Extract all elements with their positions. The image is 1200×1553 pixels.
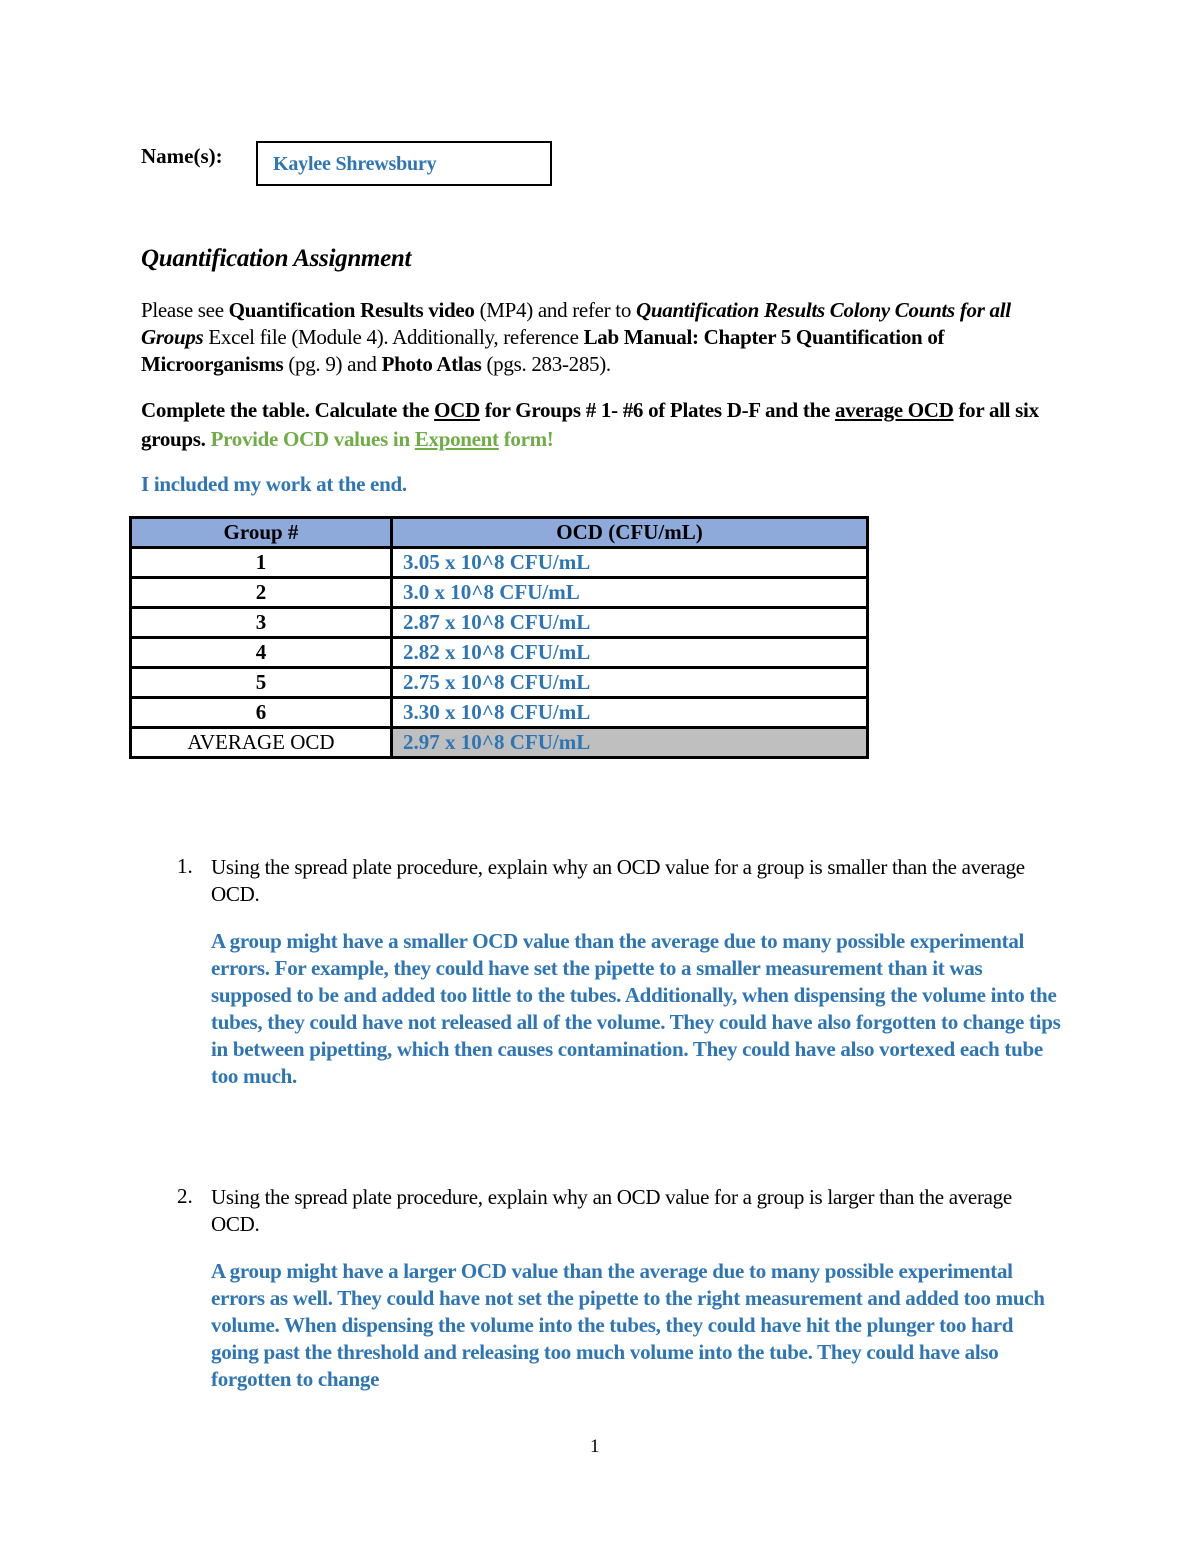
group-cell: 2: [131, 578, 392, 608]
group-cell: 6: [131, 698, 392, 728]
group-cell: 4: [131, 638, 392, 668]
question-1-text: Using the spread plate procedure, explain why an OCD value for a group is smaller than the average OCD.: [211, 855, 1025, 906]
column-header-group: Group #: [131, 518, 392, 548]
ocd-cell[interactable]: 2.87 x 10^8 CFU/mL: [392, 608, 868, 638]
question-1-answer[interactable]: A group might have a smaller OCD value than the average due to many possible experimental errors. For example, they could have set the pipette to a smaller measurement than it was supposed to be and added too little to the tubes. Additionally, when dispensing the volume into the tubes, they could have not released all of the volume. They could have also forgotten to change tips in between pipetting, which then causes contamination. They could have also vortexed each tube too much.: [211, 929, 1061, 1088]
question-2-text: Using the spread plate procedure, explain why an OCD value for a group is larger than the average OCD.: [211, 1185, 1012, 1236]
group-cell: 3: [131, 608, 392, 638]
question-2-number: 2.: [177, 1184, 193, 1208]
average-label: AVERAGE OCD: [131, 728, 392, 758]
column-header-ocd: OCD (CFU/mL): [392, 518, 868, 548]
name-field[interactable]: [256, 141, 552, 186]
table-row: [131, 638, 868, 668]
instructions-paragraph: Complete the table. Calculate the OCD for Groups # 1- #6 of Plates D-F and the average OCD for all six groups. Provide OCD values in Exponent form!: [141, 398, 1039, 451]
work-note: I included my work at the end.: [141, 472, 407, 496]
page-number: 1: [590, 1436, 600, 1457]
question-1-number: 1.: [177, 854, 193, 878]
ocd-cell[interactable]: 3.30 x 10^8 CFU/mL: [392, 698, 868, 728]
average-row: [131, 728, 868, 758]
ocd-cell[interactable]: 2.75 x 10^8 CFU/mL: [392, 668, 868, 698]
intro-paragraph: Please see Quantification Results video (MP4) and refer to Quantification Results Colony Counts for all Groups Excel file (Module 4). Additionally, reference Lab Manual: Chapter 5 Quantification of Microorganisms (pg. 9) and Photo Atlas (pgs. 283-285).: [141, 298, 1011, 376]
group-cell: 5: [131, 668, 392, 698]
question-2-answer[interactable]: A group might have a larger OCD value than the average due to many possible experimental errors as well. They could have not set the pipette to the right measurement and added too much volume. When dispensing the volume into the tubes, they could have hit the plunger too hard going past the threshold and releasing too much volume into the tube. They could have also forgotten to change: [211, 1259, 1045, 1391]
table-row: [131, 698, 868, 728]
name-label: Name(s):: [141, 144, 223, 168]
table-row: [131, 548, 868, 578]
ocd-cell[interactable]: 2.82 x 10^8 CFU/mL: [392, 638, 868, 668]
page-title: Quantification Assignment: [141, 245, 412, 272]
table-row: [131, 578, 868, 608]
ocd-cell[interactable]: 3.0 x 10^8 CFU/mL: [392, 578, 868, 608]
ocd-cell[interactable]: 3.05 x 10^8 CFU/mL: [392, 548, 868, 578]
table-row: [131, 608, 868, 638]
name-value: Kaylee Shrewsbury: [273, 153, 437, 175]
table-row: [131, 668, 868, 698]
table-header-row: [131, 518, 868, 548]
average-ocd-cell[interactable]: 2.97 x 10^8 CFU/mL: [392, 728, 868, 758]
group-cell: 1: [131, 548, 392, 578]
ocd-table: [129, 516, 869, 759]
